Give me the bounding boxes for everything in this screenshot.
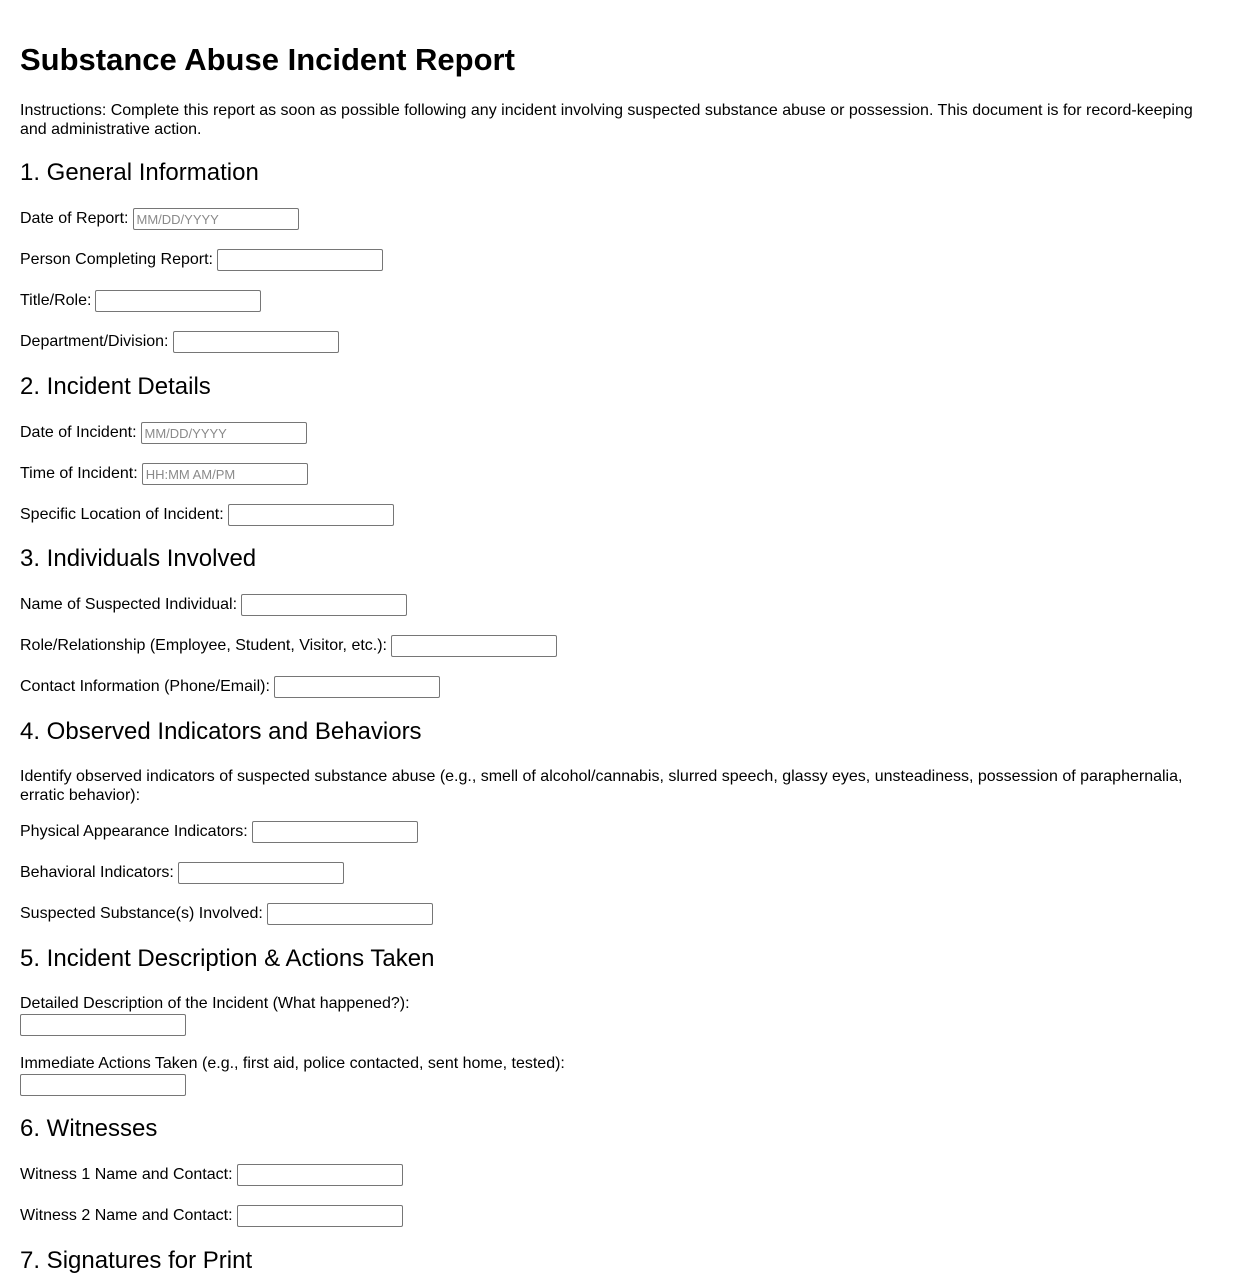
suspected-name-label: Name of Suspected Individual: bbox=[20, 596, 238, 613]
witness-1-label: Witness 1 Name and Contact: bbox=[20, 1166, 233, 1183]
title-role-row bbox=[20, 289, 261, 313]
witness-2-label: Witness 2 Name and Contact: bbox=[20, 1207, 233, 1224]
detailed-description-label: Detailed Description of the Incident (What happened?): bbox=[20, 995, 410, 1012]
behavioral-indicators-label: Behavioral Indicators: bbox=[20, 864, 174, 881]
department-input[interactable] bbox=[173, 331, 339, 353]
suspected-substances-row bbox=[20, 902, 433, 926]
location-label: Specific Location of Incident: bbox=[20, 506, 224, 523]
section-heading-incident: 2. Incident Details bbox=[20, 373, 211, 400]
contact-info-input[interactable] bbox=[274, 676, 440, 698]
indicators-note: Identify observed indicators of suspected substance abuse (e.g., smell of alcohol/cannabis, slurred speech, glassy eyes, unsteadiness, possession of paraphernalia, erratic behavior): bbox=[20, 768, 1183, 804]
immediate-actions-block bbox=[20, 1054, 565, 1096]
title-role-label: Title/Role: bbox=[20, 292, 92, 309]
immediate-actions-label: Immediate Actions Taken (e.g., first aid, police contacted, sent home, tested): bbox=[20, 1055, 565, 1072]
suspected-name-input[interactable] bbox=[241, 594, 407, 616]
date-of-report-label: Date of Report: bbox=[20, 210, 129, 227]
role-relationship-input[interactable] bbox=[391, 635, 557, 657]
witness-2-input[interactable] bbox=[237, 1205, 403, 1227]
person-completing-row bbox=[20, 248, 383, 272]
witness-1-row bbox=[20, 1163, 403, 1187]
contact-info-label: Contact Information (Phone/Email): bbox=[20, 678, 270, 695]
department-label: Department/Division: bbox=[20, 333, 169, 350]
immediate-actions-input[interactable] bbox=[20, 1074, 186, 1096]
date-of-incident-row bbox=[20, 421, 307, 445]
suspected-name-row bbox=[20, 593, 407, 617]
date-of-report-input[interactable] bbox=[133, 208, 299, 230]
physical-indicators-label: Physical Appearance Indicators: bbox=[20, 823, 248, 840]
date-of-incident-label: Date of Incident: bbox=[20, 424, 137, 441]
page-title: Substance Abuse Incident Report bbox=[20, 42, 515, 77]
physical-indicators-row bbox=[20, 820, 418, 844]
date-of-report-row bbox=[20, 207, 299, 231]
witness-1-input[interactable] bbox=[237, 1164, 403, 1186]
location-input[interactable] bbox=[228, 504, 394, 526]
section-heading-witnesses: 6. Witnesses bbox=[20, 1115, 158, 1142]
department-row bbox=[20, 330, 339, 354]
date-of-incident-input[interactable] bbox=[141, 422, 307, 444]
detailed-description-block bbox=[20, 994, 410, 1036]
suspected-substances-input[interactable] bbox=[267, 903, 433, 925]
instructions-text: Instructions: Complete this report as soon as possible following any incident involving suspected substance abuse or possession. This document is for record-keeping and administrative action. bbox=[20, 102, 1193, 138]
section-heading-general: 1. General Information bbox=[20, 159, 259, 186]
witness-2-row bbox=[20, 1204, 403, 1228]
time-of-incident-input[interactable] bbox=[142, 463, 308, 485]
behavioral-indicators-input[interactable] bbox=[178, 862, 344, 884]
time-of-incident-label: Time of Incident: bbox=[20, 465, 138, 482]
section-heading-individuals: 3. Individuals Involved bbox=[20, 545, 257, 572]
person-completing-label: Person Completing Report: bbox=[20, 251, 213, 268]
person-completing-input[interactable] bbox=[217, 249, 383, 271]
role-relationship-label: Role/Relationship (Employee, Student, Visitor, etc.): bbox=[20, 637, 387, 654]
title-role-input[interactable] bbox=[95, 290, 261, 312]
contact-info-row bbox=[20, 675, 440, 699]
role-relationship-row bbox=[20, 634, 557, 658]
section-heading-indicators: 4. Observed Indicators and Behaviors bbox=[20, 718, 422, 745]
section-heading-description: 5. Incident Description & Actions Taken bbox=[20, 945, 435, 972]
section-heading-signatures: 7. Signatures for Print bbox=[20, 1247, 253, 1274]
location-row bbox=[20, 503, 394, 527]
time-of-incident-row bbox=[20, 462, 308, 486]
detailed-description-input[interactable] bbox=[20, 1014, 186, 1036]
suspected-substances-label: Suspected Substance(s) Involved: bbox=[20, 905, 263, 922]
physical-indicators-input[interactable] bbox=[252, 821, 418, 843]
behavioral-indicators-row bbox=[20, 861, 344, 885]
